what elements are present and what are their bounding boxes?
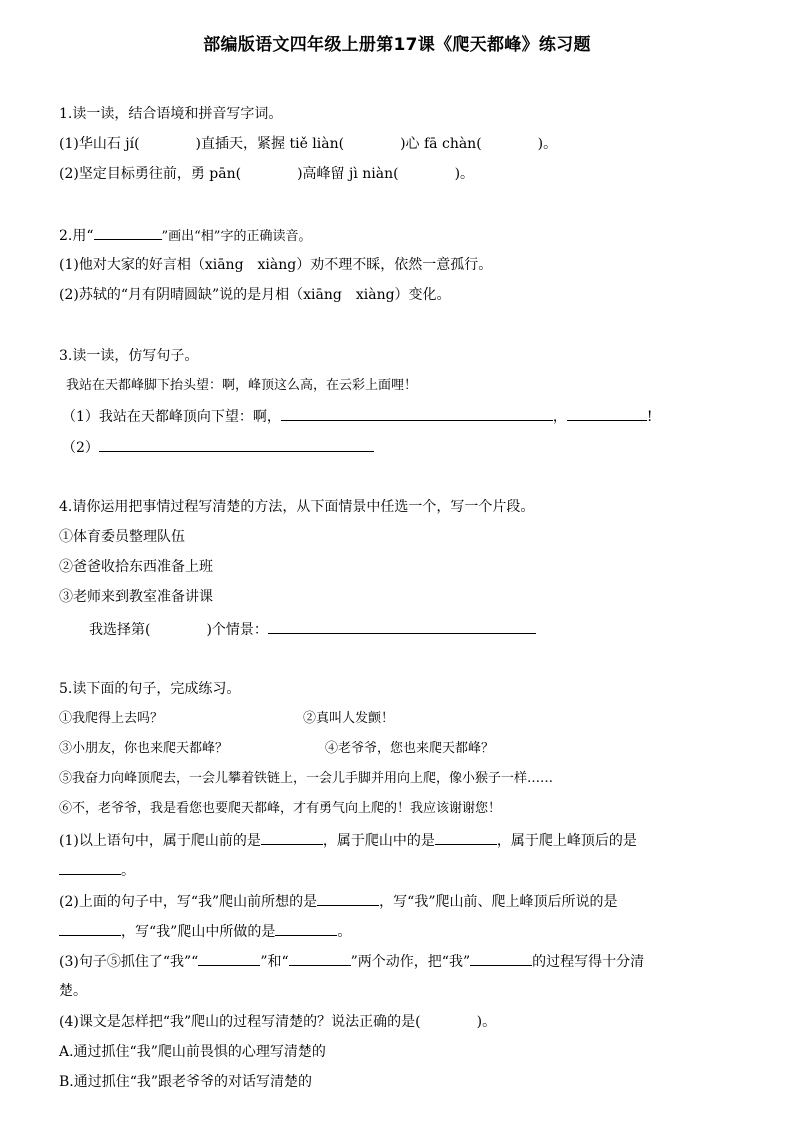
q5-p1-d: 。	[121, 863, 135, 879]
q2-stem	[59, 225, 311, 247]
q2-line-1: (1)他对大家的好言相（xiāng xiàng）劝不理不睬，依然一意孤行。	[59, 257, 493, 273]
q3-line-1-prefix: （1）我站在天都峰顶向下望：啊，	[62, 409, 281, 425]
q5-p3-d: 的过程写得十分清	[532, 954, 645, 970]
q4-option-2: ②爸爸收拾东西准备上班	[59, 559, 213, 575]
q4-option-3: ③老师来到教室准备讲课	[59, 589, 213, 605]
q5-p1-a: (1)以上语句中，属于爬山前的是	[59, 833, 261, 849]
q5-p3-blank-1[interactable]	[198, 951, 260, 966]
q5-p1-c: ，属于爬上峰顶后的是	[496, 833, 637, 849]
q5-stem: 5.读下面的句子，完成练习。	[59, 681, 241, 697]
q2-stem-start: 2.用“	[59, 228, 94, 244]
q5-part-4: (4)课文是怎样把“我”爬山的过程写清楚的？说法正确的是( )。	[59, 1014, 497, 1030]
q5-p1-blank-2[interactable]	[435, 830, 497, 845]
q1-stem: 1.读一读，结合语境和拼音写字词。	[59, 106, 283, 122]
q3-blank-3[interactable]	[99, 437, 374, 452]
q5-sentence-3: ③小朋友，你也来爬天都峰？	[59, 741, 229, 756]
q4-option-1: ①体育委员整理队伍	[59, 529, 185, 545]
q1-line-2: (2)坚定目标勇往前，勇 pān( )高峰留 jì niàn( )。	[59, 166, 475, 182]
q5-part-3	[59, 951, 644, 972]
q5-p2-b: ，写“我”爬山前、爬上峰顶后所说的是	[379, 894, 618, 910]
q5-p2-a: (2)上面的句子中，写“我”爬山前所想的是	[59, 894, 318, 910]
q5-part-3-cont: 楚。	[59, 983, 87, 999]
q5-sentence-4: ④老爷爷，您也来爬天都峰？	[325, 741, 495, 756]
q4-choose-label: 我选择第( )个情景：	[89, 622, 268, 638]
q3-line-1-comma: ，	[552, 409, 567, 425]
q5-option-b: B.通过抓住“我”跟老爷爷的对话写清楚的	[59, 1074, 313, 1090]
q5-p2-c: ，写“我”爬山中所做的是	[121, 924, 276, 940]
q4-stem: 4.请你运用把事情过程写清楚的方法，从下面情景中任选一个，写一个片段。	[59, 499, 535, 515]
q5-sentence-2: ②真叫人发颤！	[303, 711, 395, 726]
page-title: 部编版语文四年级上册第17课《爬天都峰》练习题	[203, 35, 591, 55]
q3-blank-2[interactable]	[567, 406, 647, 421]
q2-stem-end: ”画出“相”字的正确读音。	[161, 229, 312, 244]
q5-p2-blank-1[interactable]	[317, 891, 379, 906]
q3-blank-1[interactable]	[281, 406, 553, 421]
q3-stem: 3.读一读，仿写句子。	[59, 348, 199, 364]
q5-part-1	[59, 830, 637, 851]
q5-option-a: A.通过抓住“我”爬山前畏惧的心理写清楚的	[59, 1044, 326, 1060]
q5-p3-a: (3)句子⑤抓住了“我”“	[59, 954, 199, 970]
q5-p2-blank-3[interactable]	[275, 921, 337, 936]
q5-p3-blank-2[interactable]	[289, 951, 351, 966]
q4-choose-line	[89, 619, 536, 640]
q1-line-1: (1)华山石 jí( )直插天，紧握 tiě liàn( )心 fā chàn( )。	[59, 136, 558, 152]
q5-p2-d: 。	[337, 924, 352, 940]
q5-p3-blank-3[interactable]	[470, 951, 532, 966]
q5-p1-blank-1[interactable]	[261, 830, 323, 845]
q2-underline-sample	[94, 225, 162, 240]
q5-p3-c: ”两个动作，把“我”	[350, 954, 471, 970]
q3-line-2	[62, 437, 374, 458]
q5-p1-b: ，属于爬山中的是	[322, 833, 435, 849]
q5-sentence-5: ⑤我奋力向峰顶爬去，一会儿攀着铁链上，一会儿手脚并用向上爬，像小猴子一样……	[59, 771, 554, 786]
q5-sentence-1: ①我爬得上去吗？	[59, 711, 164, 726]
q3-line-1	[62, 406, 653, 427]
q5-p1-blank-3[interactable]	[59, 860, 121, 875]
q4-choose-blank[interactable]	[268, 619, 536, 634]
q3-line-1-end: !	[646, 409, 653, 425]
q5-p3-b: ”和“	[260, 954, 289, 970]
q5-p2-blank-2[interactable]	[59, 921, 121, 936]
q5-sentence-6: ⑥不，老爷爷，我是看您也要爬天都峰，才有勇气向上爬的！我应该谢谢您！	[59, 801, 502, 816]
q3-example: 我站在天都峰脚下抬头望：啊，峰顶这么高，在云彩上面哩！	[66, 378, 418, 393]
q5-part-2-cont	[59, 921, 351, 942]
q5-part-2	[59, 891, 617, 912]
q3-line-2-prefix: （2）	[62, 440, 99, 456]
q2-line-2: (2)苏轼的“月有阴晴圆缺”说的是月相（xiāng xiàng）变化。	[59, 287, 451, 303]
q5-part-1-cont	[59, 860, 135, 881]
